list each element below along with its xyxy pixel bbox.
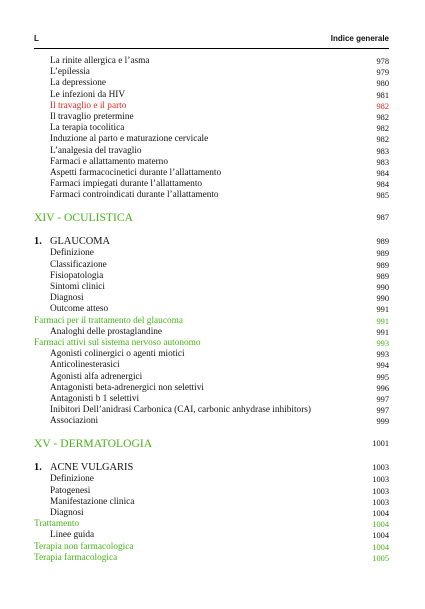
toc-entry-title: Agonisti alfa adrenergici: [50, 371, 143, 382]
toc-entry[interactable]: [34, 316, 389, 327]
toc-entry-page: 991: [376, 327, 389, 337]
toc-entry-title: Le infezioni da HIV: [50, 89, 126, 100]
toc-entry-title: L’analgesia del travaglio: [50, 145, 142, 156]
toc-entry-page: 984: [376, 168, 389, 178]
toc-entry-title: Fisiopatologia: [50, 270, 104, 281]
section-heading-oculistica[interactable]: [34, 210, 389, 225]
toc-entry-page: 997: [376, 406, 389, 416]
toc-entry[interactable]: [34, 146, 389, 157]
table-of-contents: [34, 56, 389, 564]
chapter-title: GLAUCOMA: [50, 236, 111, 248]
toc-entry-title: Farmaci per il trattamento del glaucoma: [34, 315, 183, 326]
toc-entry-title: Farmaci impiegati durante l’allattamento: [50, 179, 203, 190]
page-header: [34, 34, 389, 49]
toc-entry-title: Linee guida: [50, 530, 95, 541]
toc-entry[interactable]: [34, 67, 389, 78]
section-page: 987: [376, 213, 389, 223]
toc-entry[interactable]: [34, 101, 389, 112]
toc-entry-title: Diagnosi: [50, 293, 84, 304]
toc-entry-page: 978: [376, 57, 389, 66]
toc-entry-page: 982: [376, 124, 389, 134]
toc-entry-title: Antagonisti beta-adrenergici non selettivi: [50, 382, 204, 393]
toc-entry[interactable]: [34, 112, 389, 123]
toc-entry[interactable]: [34, 486, 389, 497]
toc-entry-page: 1003: [372, 497, 389, 507]
toc-entry[interactable]: [34, 542, 389, 553]
toc-entry[interactable]: [34, 260, 389, 271]
toc-entry-title: Diagnosi: [50, 508, 84, 518]
toc-entry-page: 989: [376, 249, 389, 259]
chapter-heading-acne[interactable]: [34, 461, 389, 474]
toc-entry-page: 982: [376, 112, 389, 122]
toc-entry[interactable]: [34, 179, 389, 190]
toc-entry-page: 990: [376, 294, 389, 304]
toc-entry-page: 981: [376, 90, 389, 100]
toc-entry-page: 982: [376, 101, 389, 111]
toc-entry-page: 984: [376, 180, 389, 190]
toc-entry-title: Definizione: [50, 248, 94, 259]
toc-entry-title: Analoghi delle prostaglandine: [50, 326, 163, 337]
toc-entry[interactable]: [34, 519, 389, 530]
toc-entry[interactable]: [34, 327, 389, 338]
toc-entry-page: 1004: [372, 509, 389, 518]
toc-entry-page: 1004: [372, 520, 389, 530]
toc-entry[interactable]: [34, 157, 389, 168]
toc-entry[interactable]: [34, 394, 389, 405]
toc-entry-page: 996: [376, 383, 389, 393]
toc-entry-page: 985: [376, 191, 389, 201]
toc-entry-page: 997: [376, 394, 389, 404]
section-heading-dermatologia[interactable]: [34, 436, 389, 451]
chapter-number: 1.: [34, 236, 42, 248]
toc-block-acne: [34, 474, 389, 564]
toc-entry[interactable]: [34, 338, 389, 349]
toc-entry[interactable]: [34, 405, 389, 416]
toc-entry[interactable]: [34, 530, 389, 541]
running-title: Indice generale: [330, 34, 389, 43]
toc-entry-page: 994: [376, 361, 389, 371]
toc-entry[interactable]: [34, 349, 389, 360]
toc-entry-title: Antagonisti b 1 selettivi: [50, 393, 140, 404]
toc-entry-title: Associazioni: [50, 416, 99, 427]
toc-entry[interactable]: [34, 271, 389, 282]
toc-entry-title: Terapia farmacologica: [34, 552, 118, 563]
chapter-title: ACNE VULGARIS: [50, 462, 134, 474]
section-title: XV - DERMATOLOGIA: [34, 437, 153, 451]
toc-entry-page: 983: [376, 157, 389, 167]
toc-entry-title: Farmaci attivi sul sistema nervoso autonomo: [34, 337, 201, 348]
toc-entry[interactable]: [34, 134, 389, 145]
toc-entry[interactable]: [34, 508, 389, 519]
toc-entry-title: Trattamento: [34, 519, 80, 530]
toc-entry[interactable]: [34, 497, 389, 508]
toc-entry-page: 1004: [372, 531, 389, 541]
toc-entry-page: 979: [376, 68, 389, 78]
toc-entry-title: Aspetti farmacocinetici durante l’allattamento: [50, 167, 222, 178]
toc-entry[interactable]: [34, 293, 389, 304]
toc-block-obstetrics: [34, 56, 389, 201]
toc-entry-page: 999: [376, 417, 389, 427]
toc-entry-title: La depressione: [50, 78, 107, 89]
toc-entry[interactable]: [34, 553, 389, 564]
toc-entry-title: Manifestazione clinica: [50, 496, 135, 507]
toc-entry-title: Induzione al parto e maturazione cervicale: [50, 134, 209, 145]
toc-entry-page: 995: [376, 372, 389, 382]
toc-entry-title: Sintomi clinici: [50, 282, 106, 292]
toc-entry[interactable]: [34, 304, 389, 315]
toc-entry[interactable]: [34, 56, 389, 67]
toc-entry-page: 989: [376, 271, 389, 281]
toc-entry[interactable]: [34, 248, 389, 259]
toc-entry-title: Terapia non farmacologica: [34, 541, 134, 552]
section-title: XIV - OCULISTICA: [34, 211, 133, 225]
toc-entry[interactable]: [34, 416, 389, 427]
toc-entry-page: 989: [376, 260, 389, 270]
toc-entry[interactable]: [34, 383, 389, 394]
chapter-heading-glaucoma[interactable]: [34, 235, 389, 248]
toc-entry[interactable]: [34, 90, 389, 101]
toc-entry-page: 982: [376, 135, 389, 145]
toc-entry-page: 993: [376, 338, 389, 348]
toc-entry-page: 980: [376, 79, 389, 89]
page-number-label: L: [34, 34, 39, 43]
toc-entry-title: La terapia tocolitica: [50, 123, 125, 134]
toc-entry-page: 991: [376, 316, 389, 326]
toc-entry[interactable]: [34, 282, 389, 293]
toc-entry-page: 983: [376, 146, 389, 156]
toc-entry-page: 991: [376, 305, 389, 315]
toc-entry-title: Farmaci e allattamento materno: [50, 156, 168, 167]
toc-entry[interactable]: [34, 123, 389, 134]
toc-entry-title: Agonisti colinergici o agenti miotici: [50, 349, 185, 360]
toc-entry-title: Patogenesi: [50, 485, 91, 496]
toc-entry-title: Farmaci controindicati durante l’allattamento: [50, 190, 219, 201]
toc-entry-title: Outcome atteso: [50, 304, 109, 315]
toc-entry-page: 1003: [372, 486, 389, 496]
chapter-page: 989: [376, 237, 389, 247]
toc-entry-page: 990: [376, 283, 389, 292]
toc-entry[interactable]: [34, 168, 389, 179]
chapter-number: 1.: [34, 462, 42, 474]
toc-entry-page: 993: [376, 350, 389, 360]
toc-entry-title: Classificazione: [50, 259, 107, 270]
toc-entry-title: Definizione: [50, 474, 94, 485]
toc-entry-title: Inibitori Dell’anidrasi Carbonica (CAI, carbonic anhydrase inhibitors): [50, 405, 312, 416]
toc-entry[interactable]: [34, 372, 389, 383]
section-page: 1001: [372, 439, 389, 449]
toc-entry[interactable]: [34, 190, 389, 201]
toc-entry-page: 1003: [372, 475, 389, 485]
chapter-page: 1003: [372, 463, 389, 473]
toc-entry-page: 1005: [372, 553, 389, 563]
toc-entry-title: La rinite allergica e l’asma: [50, 56, 150, 66]
toc-entry-page: 1004: [372, 542, 389, 552]
toc-block-glaucoma: [34, 248, 389, 427]
toc-entry-title: Anticolinesterasici: [50, 360, 120, 371]
toc-entry-title: L’epilessia: [50, 67, 90, 78]
toc-entry[interactable]: [34, 78, 389, 89]
toc-entry[interactable]: [34, 474, 389, 485]
toc-entry-title: Il travaglio pretermine: [50, 111, 134, 122]
toc-entry[interactable]: [34, 360, 389, 371]
toc-entry-title: Il travaglio e il parto: [50, 100, 127, 111]
